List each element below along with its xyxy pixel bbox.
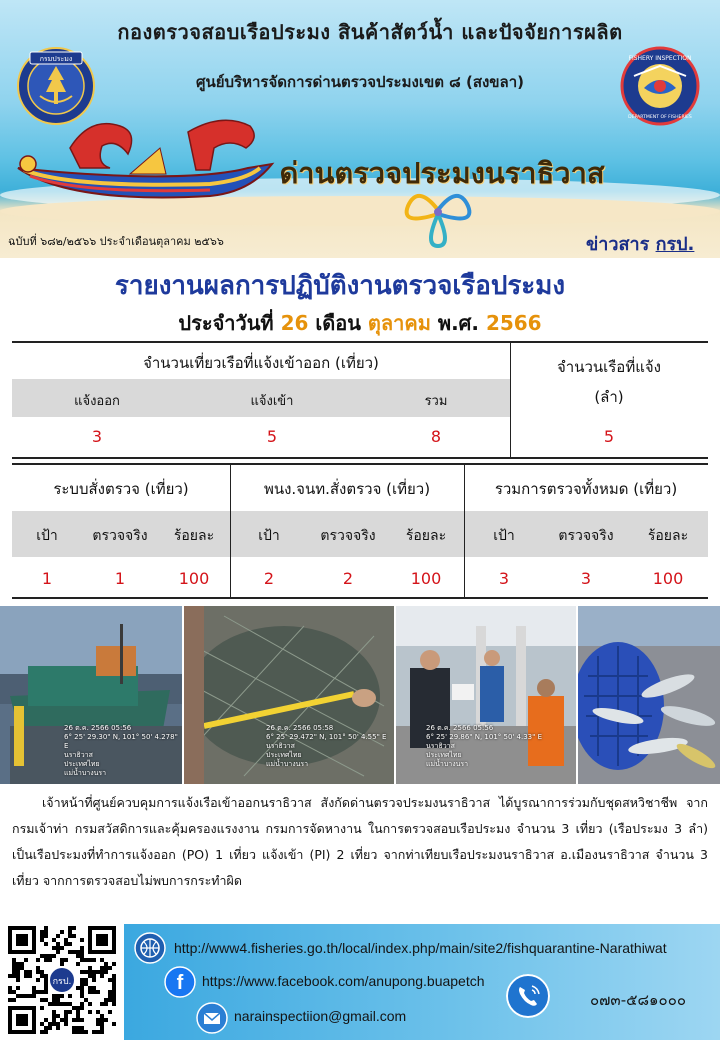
percent-label: ร้อยละ [647, 528, 689, 544]
stamp-line: นราธิวาส [266, 742, 295, 750]
header-banner [0, 0, 720, 258]
svg-text:f: f [176, 972, 184, 994]
qr-code[interactable] [8, 926, 116, 1034]
target-value: 1 [41, 569, 53, 588]
facebook-icon [164, 966, 196, 998]
center-subtitle: ศูนย์บริหารจัดการด่านตรวจประมงเขต ๘ (สงขลา) [195, 73, 525, 91]
stamp-line: 6° 25' 29.30" N, 101° 50' 4.278" E [64, 733, 178, 750]
photo-net-measurement [184, 606, 394, 784]
date-month: ตุลาคม [367, 311, 431, 335]
report-description: เจ้าหน้าที่ศูนย์ควบคุมการแจ้งเรือเข้าออกนราธิวาส สังกัดด่านตรวจประมงนราธิวาส ได้บูรณาการร่วมกับชุดสหวิชาชีพ จากกรมเจ้าท่า กรมสวัสดิการและคุ้มครองแรงงาน กรมการจัดหางาน ในการตรวจสอบเรือประมง จำนวน 3 เที่ยว (เรือประมง 3 ลำ) เป็นเรือประมงที่ทำการแจ้งออก (PO) 1 เที่ยว แจ้งเข้า (PI) 2 เที่ยว จากท่าเทียบเรือประมงนราธิวาส อ.เมืองนราธิวาส จำนวน 3 เที่ยว จากการตรวจสอบไม่พบการกระทำผิด [12, 795, 708, 888]
boats-unit: (ลำ) [594, 388, 624, 406]
report-title: รายงานผลการปฏิบัติงานตรวจเรือประมง [114, 271, 566, 301]
stamp-line: 6° 25' 29.86" N, 101° 50' 4.33" E [426, 733, 543, 741]
email-icon [196, 1002, 228, 1034]
col-total-label: รวม [424, 394, 448, 409]
trips-header: จำนวนเที่ยวเรือที่แจ้งเข้าออก (เที่ยว) [143, 354, 379, 372]
target-value: 2 [263, 569, 275, 588]
boats-header: จำนวนเรือที่แจ้ง [556, 358, 661, 376]
year-prefix: พ.ศ. [437, 311, 479, 335]
stamp-line: แม่น้ำบางนรา [64, 769, 107, 777]
agency-title: กองตรวจสอบเรือประมง สินค้าสัตว์น้ำ และปัจจัยการผลิต [117, 20, 623, 44]
stamp-line: แม่น้ำบางนรา [266, 760, 309, 768]
issue-number: ฉบับที่ ๖๘๒/๒๕๖๖ ประจำเดือนตุลาคม ๒๕๖๖ [8, 235, 224, 248]
table-border [12, 597, 708, 599]
photo-fish-catch [578, 606, 720, 784]
table-border [12, 457, 708, 459]
inspection-post-name: ด่านตรวจประมงนราธิวาส [279, 156, 605, 190]
right-logo-bottom-label: DEPARTMENT OF FISHERIES [628, 115, 692, 120]
date-year: 2566 [485, 311, 542, 335]
photo-fishing-boat [0, 606, 182, 784]
fishery-inspection-logo [614, 46, 706, 126]
fish-catch-photo [578, 606, 720, 784]
stamp-line: นราธิวาส [64, 751, 93, 759]
percent-label: ร้อยละ [173, 528, 215, 544]
stamp-line: 26 ต.ค. 2566 05:58 [266, 724, 334, 732]
value-out: 3 [91, 427, 103, 446]
percent-label: ร้อยละ [405, 528, 447, 544]
kolae-boat-illustration [10, 108, 278, 208]
percent-value: 100 [410, 569, 442, 588]
stamp-line: แม่น้ำบางนรา [426, 760, 469, 768]
photo-timestamp [64, 724, 182, 778]
actual-label: ตรวจจริง [92, 528, 148, 544]
group-title-system: ระบบสั่งตรวจ (เที่ยว) [53, 480, 189, 498]
stamp-line: 26 ต.ค. 2566 05:56 [64, 724, 132, 732]
target-label: เป้า [493, 528, 515, 544]
month-prefix: เดือน [315, 311, 361, 335]
value-total: 8 [430, 427, 442, 446]
actual-label: ตรวจจริง [558, 528, 614, 544]
percent-value: 100 [652, 569, 684, 588]
globe-icon [134, 932, 166, 964]
photo-officers-inspection [396, 606, 576, 784]
stamp-line: ประเทศไทย [64, 760, 100, 768]
stamp-line: นราธิวาส [426, 742, 455, 750]
table-border [12, 463, 708, 465]
contact-panel [124, 924, 720, 1040]
stamp-line: 6° 25' 29.472" N, 101° 50' 4.55" E [266, 733, 387, 741]
email-link[interactable]: narainspectiion@gmail.com [234, 1008, 407, 1024]
report-date [0, 307, 720, 339]
photo-timestamp [426, 724, 542, 769]
value-in: 5 [266, 427, 278, 446]
stamp-line: 26 ต.ค. 2566 05:56 [426, 724, 494, 732]
actual-value: 3 [580, 569, 592, 588]
col-out-label: แจ้งออก [74, 394, 120, 409]
target-value: 3 [498, 569, 510, 588]
percent-value: 100 [178, 569, 210, 588]
target-label: เป้า [258, 528, 280, 544]
table-border [12, 341, 708, 343]
photo-timestamp [266, 724, 386, 769]
stamp-line: ประเทศไทย [426, 751, 462, 759]
date-day: 26 [280, 311, 309, 335]
actual-value: 2 [342, 569, 354, 588]
knot-symbol-icon [400, 180, 476, 250]
news-word: ข่าวสาร [586, 234, 650, 255]
group-title-officer: พนง.จนท.สั่งตรวจ (เที่ยว) [263, 480, 431, 498]
qr-center-label: กรป. [52, 977, 72, 987]
boats-value: 5 [603, 427, 615, 446]
phone-icon [506, 974, 550, 1018]
stamp-line: ประเทศไทย [266, 751, 302, 759]
group-title-total: รวมการตรวจทั้งหมด (เที่ยว) [494, 480, 678, 498]
website-link[interactable]: http://www4.fisheries.go.th/local/index.php/main/site2/fishquarantine-Narathiwat [174, 940, 667, 956]
right-logo-top-label: FISHERY INSPECTION [628, 55, 692, 62]
news-label [586, 229, 694, 258]
date-prefix: ประจำวันที่ [178, 311, 274, 335]
facebook-link[interactable]: https://www.facebook.com/anupong.buapetch [202, 973, 485, 989]
news-org: กรป. [655, 234, 695, 255]
target-label: เป้า [36, 528, 58, 544]
trips-table [12, 341, 708, 459]
inspection-table [12, 463, 708, 599]
actual-value: 1 [114, 569, 126, 588]
phone-number[interactable]: ๐๗๓-๕๘๑๐๐๐ [590, 991, 687, 1009]
actual-label: ตรวจจริง [320, 528, 376, 544]
col-in-label: แจ้งเข้า [250, 394, 294, 409]
left-logo-label: กรมประมง [39, 55, 73, 63]
